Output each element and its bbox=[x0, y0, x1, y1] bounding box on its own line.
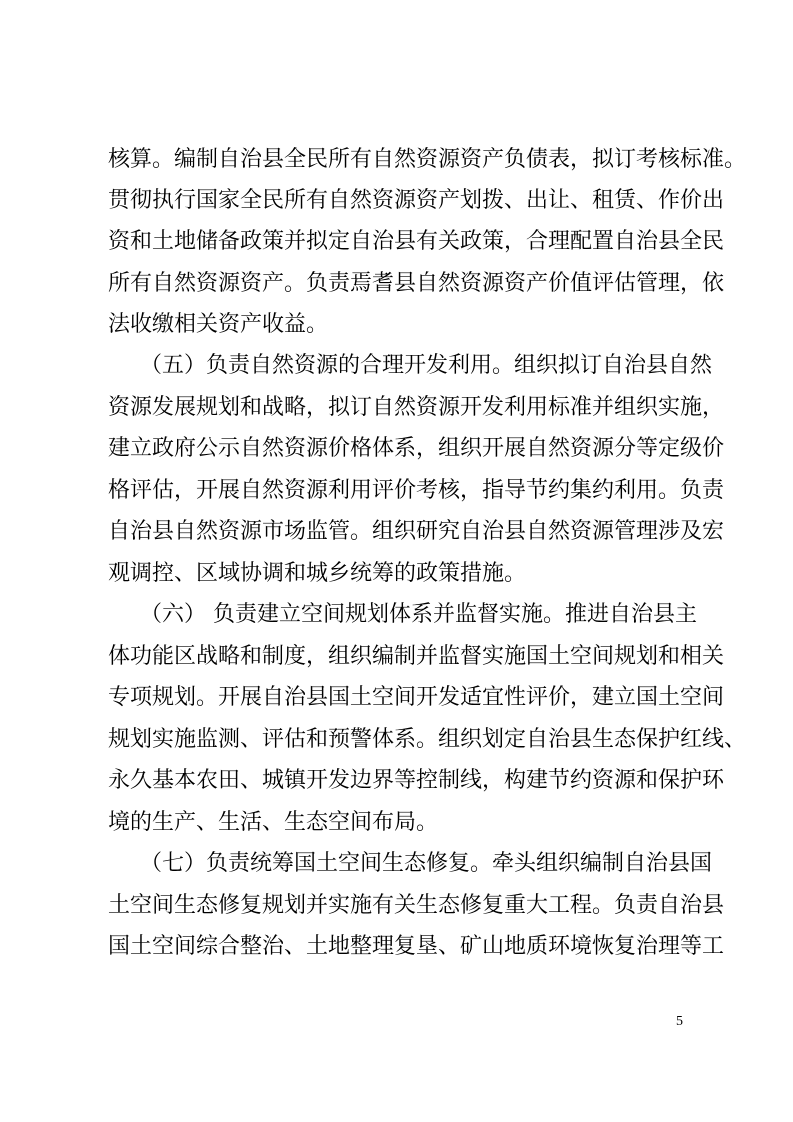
paragraph-heading-line: （七）负责统筹国土空间生态修复。牵头组织编制自治县国 bbox=[140, 851, 713, 876]
text-line: 法收缴相关资产收益。 bbox=[108, 312, 329, 337]
text-line: 贯彻执行国家全民所有自然资源资产划拨、出让、租赁、作价出 bbox=[108, 188, 725, 213]
text-line: 自治县自然资源市场监管。组织研究自治县自然资源管理涉及宏 bbox=[108, 519, 725, 544]
text-line: 观调控、区域协调和城乡统筹的政策措施。 bbox=[108, 561, 527, 586]
text-line: 永久基本农田、城镇开发边界等控制线，构建节约资源和保护环 bbox=[108, 768, 725, 793]
text-line: 专项规划。开展自治县国土空间开发适宜性评价，建立国土空间 bbox=[108, 685, 725, 710]
text-line: 国土空间综合整治、土地整理复垦、矿山地质环境恢复治理等工 bbox=[108, 934, 725, 959]
text-line: 境的生产、生活、生态空间布局。 bbox=[108, 810, 439, 835]
text-line: 格评估，开展自然资源利用评价考核，指导节约集约利用。负责 bbox=[108, 478, 725, 503]
text-line: 体功能区战略和制度，组织编制并监督实施国土空间规划和相关 bbox=[108, 644, 725, 669]
text-line: 资和土地储备政策并拟定自治县有关政策，合理配置自治县全民 bbox=[108, 229, 725, 254]
paragraph-heading-line: （五）负责自然资源的合理开发利用。组织拟订自治县自然 bbox=[140, 353, 713, 378]
page-number: 5 bbox=[676, 1014, 683, 1029]
paragraph-heading-line: （六） 负责建立空间规划体系并监督实施。推进自治县主 bbox=[140, 602, 697, 627]
text-line: 规划实施监测、评估和预警体系。组织划定自治县生态保护红线、 bbox=[108, 727, 747, 752]
text-line: 资源发展规划和战略，拟订自然资源开发利用标准并组织实施， bbox=[108, 395, 725, 420]
text-line: 核算。编制自治县全民所有自然资源资产负债表，拟订考核标准。 bbox=[108, 147, 747, 172]
text-line: 建立政府公示自然资源价格体系，组织开展自然资源分等定级价 bbox=[108, 436, 725, 461]
text-line: 土空间生态修复规划并实施有关生态修复重大工程。负责自治县 bbox=[108, 893, 725, 918]
text-line: 所有自然资源资产。负责焉耆县自然资源资产价值评估管理，依 bbox=[108, 271, 725, 296]
